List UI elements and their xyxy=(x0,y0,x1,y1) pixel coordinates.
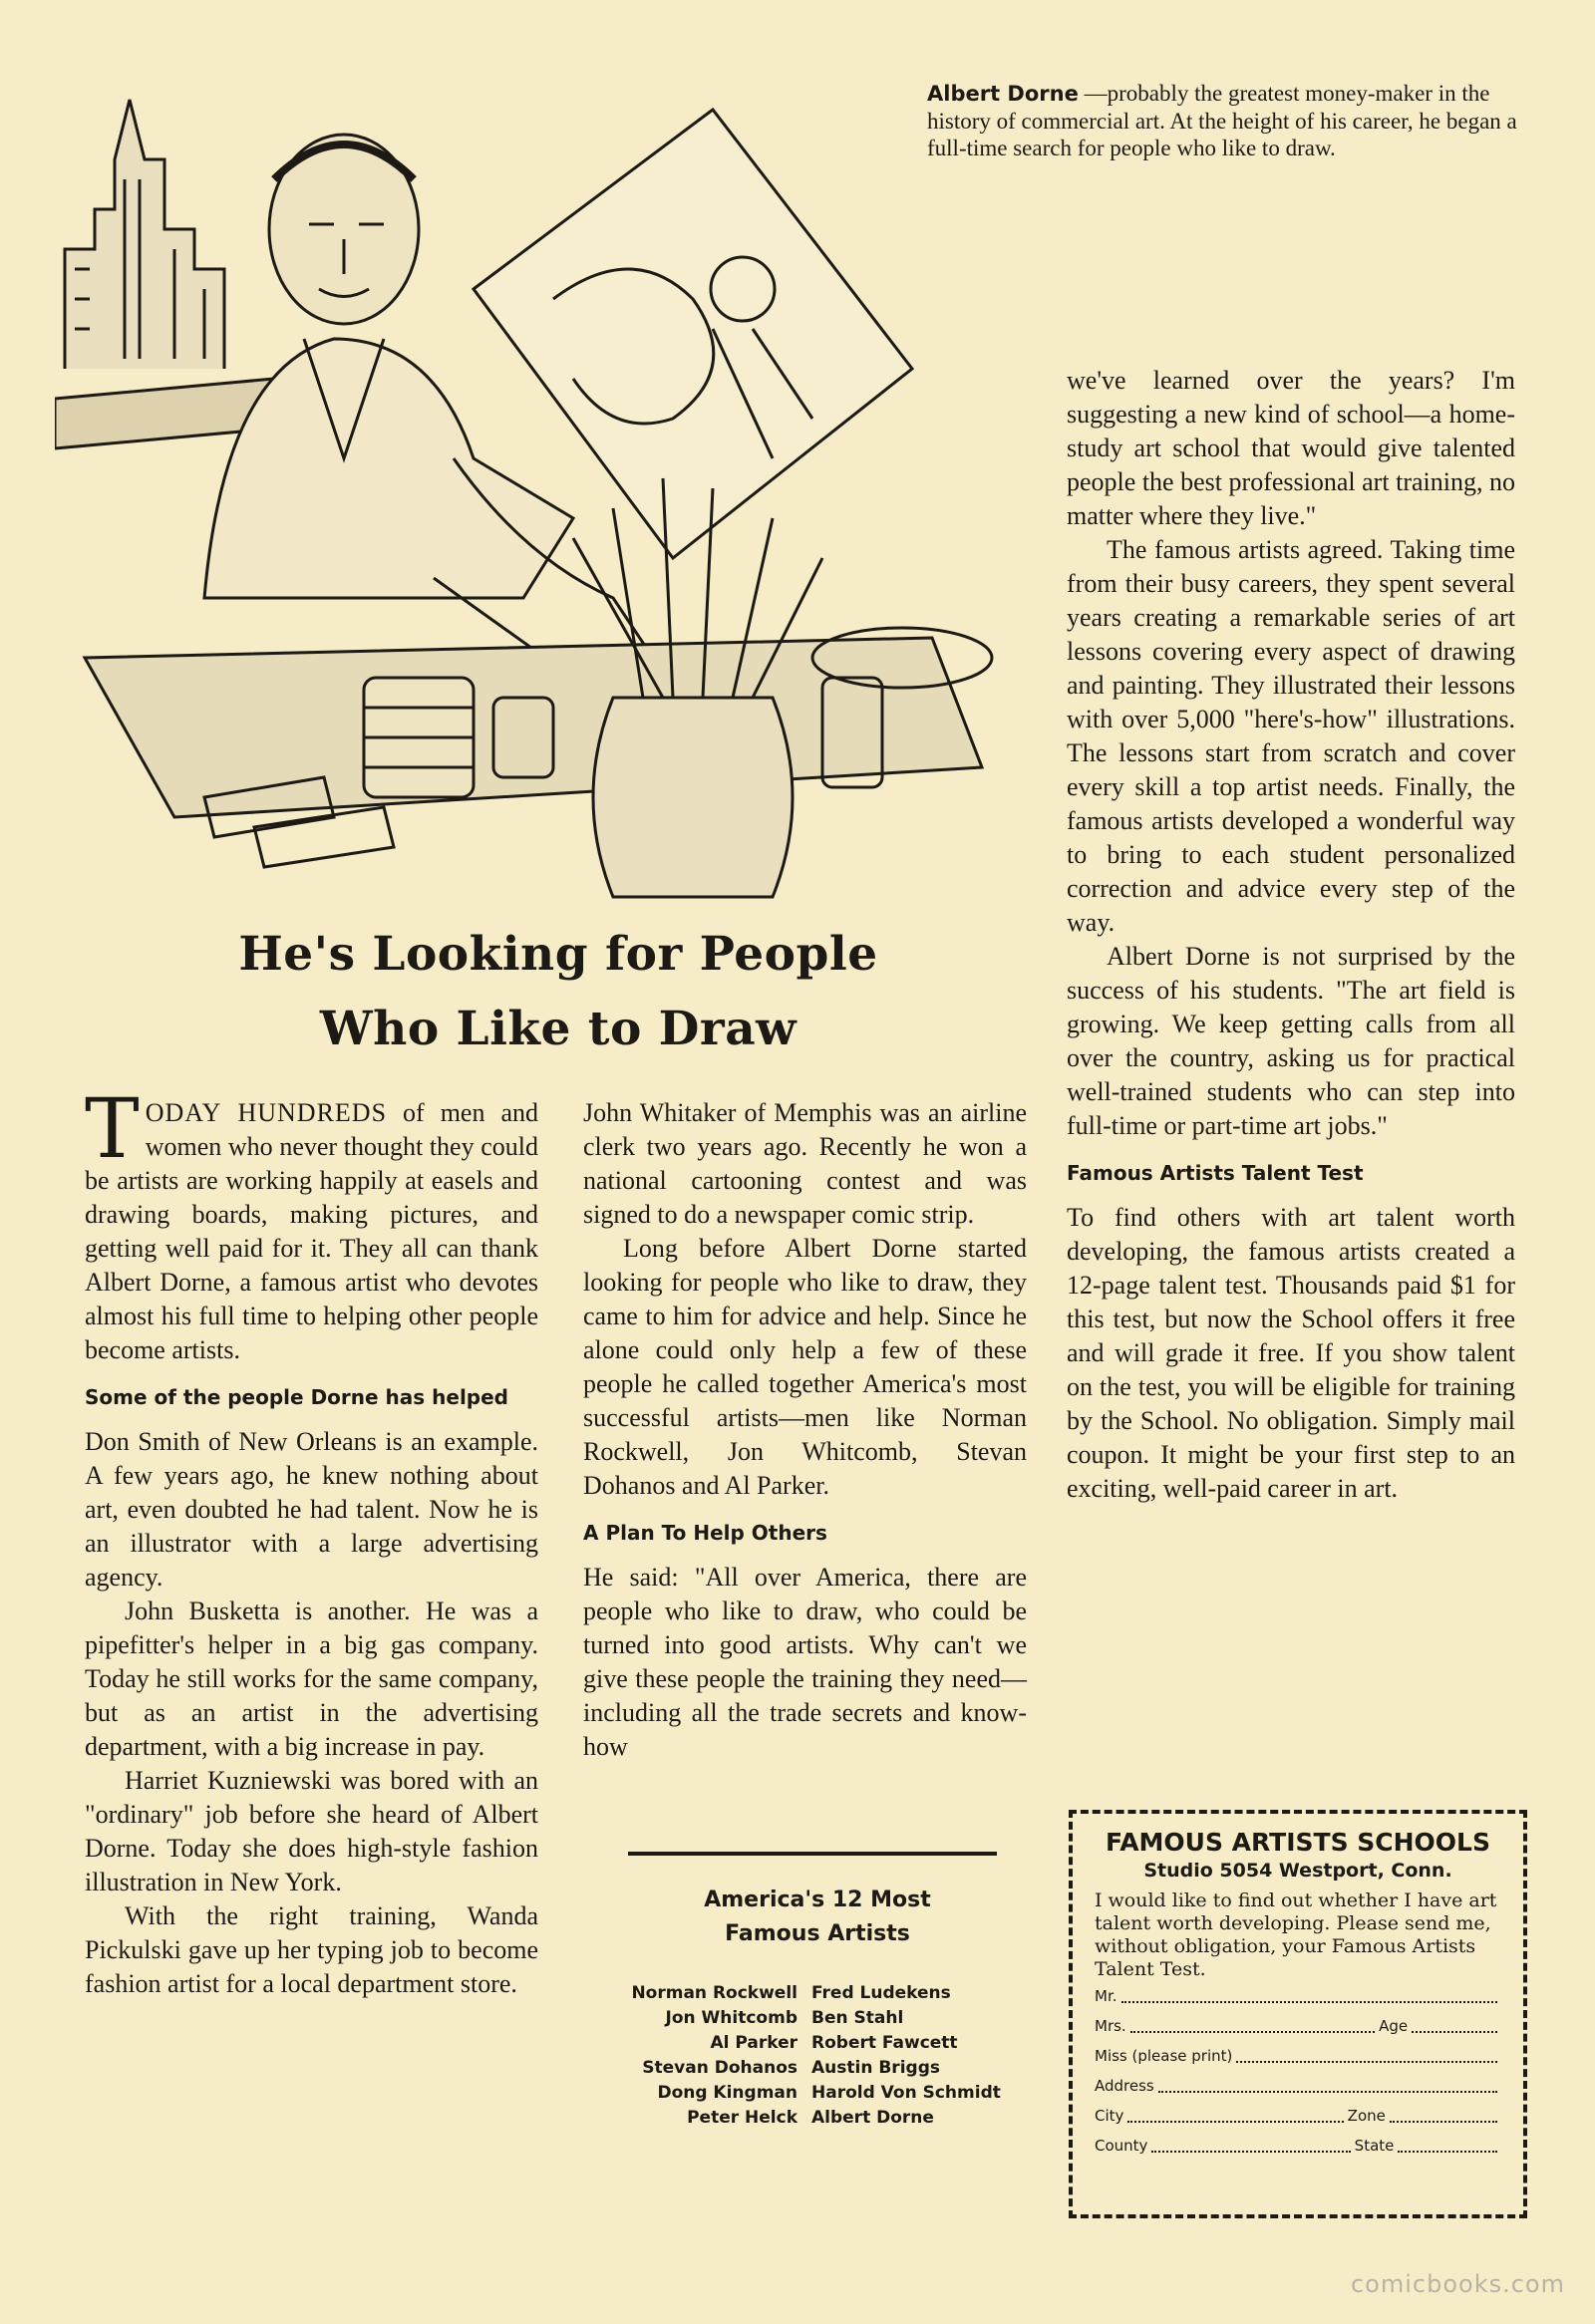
paragraph-harriet: Harriet Kuzniewski was bored with an "ordinary" job before she heard of Albert Dorne. Today she does high-style fashion illustration in New York. xyxy=(85,1766,538,1896)
field-label: City xyxy=(1095,2107,1124,2125)
paragraph-wanda: With the right training, Wanda Pickulski gave up her typing job to become fashion artist for a local department store. xyxy=(85,1901,538,1998)
lead-caps: ODAY HUNDREDS xyxy=(145,1098,388,1127)
field-label: Mr. xyxy=(1095,1987,1117,2005)
paragraph-learned: we've learned over the years? I'm suggesting a new kind of school—a home-study art school that would give talented people the best professional art training, no matter where they live." xyxy=(1067,366,1515,530)
intro-text: of men and women who never thought they could be artists are working happily at easels and drawing boards, making pictures, and getting well paid for it. They all can thank Albert Dorne, a famous artist who devotes almost his full time to helping other people become artists. xyxy=(85,1098,538,1364)
coupon-field-miss[interactable] xyxy=(1095,2041,1501,2071)
paragraph-artists-agreed: The famous artists agreed. Taking time from their busy careers, they spent several years creating a remarkable series of art lessons covering every aspect of drawing and painting. They illustrated their lessons with over 5,000 "here's-how" illustrations. The lessons start from scratch and cover every skill a top artist needs. Finally, the famous artists developed a wonderful way to bring to each student personalized correction and advice every step of the way. xyxy=(1067,535,1515,937)
paragraph-find-others: To find others with art talent worth developing, the famous artists created a 12-page talent test. Thousands paid $1 for this test, but now the School offers it free and will grade it free. If you show talent on the test, you will be eligible for training by the School. No obligation. Simply mail coupon. It might be your first step to an exciting, well-paid career in art. xyxy=(1067,1203,1515,1503)
artist-name: Norman Rockwell xyxy=(631,1983,798,2003)
paragraph-not-surprised: Albert Dorne is not surprised by the success of his students. "The art field is growing. We keep getting calls from all over the country, asking us for practical well-trained students who can step into full-time or part-time art jobs." xyxy=(1067,942,1515,1140)
column-2 xyxy=(583,1096,1027,1764)
headline xyxy=(130,917,987,1066)
paragraph-john-whitaker: John Whitaker of Memphis was an airline clerk two years ago. Recently he won a national cartooning contest and was signed to do a newspaper comic strip. xyxy=(583,1098,1027,1229)
famous-artists-list xyxy=(578,1884,1057,2131)
field-label: State xyxy=(1354,2137,1395,2155)
artist-name: Jon Whitcomb xyxy=(665,2008,798,2028)
caption-name: Albert Dorne xyxy=(927,82,1079,106)
paragraph-long-before: Long before Albert Dorne started looking for people who like to draw, they came to him for advice and help. Since he alone could only help a few of these people he called together America's most successful artists—men like Norman Rockwell, Jon Whitcomb, Stevan Dohanos and Al Parker. xyxy=(583,1234,1027,1500)
drop-cap: T xyxy=(85,1082,140,1177)
artist-name: Dong Kingman xyxy=(657,2083,798,2103)
coupon-field-city-zone[interactable] xyxy=(1095,2101,1501,2131)
field-label: Address xyxy=(1095,2077,1154,2095)
field-line[interactable] xyxy=(1130,2011,1375,2033)
coupon-address: Studio 5054 Westport, Conn. xyxy=(1143,1860,1452,1882)
artists-grid xyxy=(578,1981,1057,2131)
field-label: Zone xyxy=(1347,2107,1386,2125)
field-label: Mrs. xyxy=(1095,2017,1126,2035)
artist-name: Albert Dorne xyxy=(811,2108,934,2128)
famous-artists-title xyxy=(578,1884,1057,1951)
subhead-plan: A Plan To Help Others xyxy=(583,1521,827,1545)
paragraph-he-said: He said: "All over America, there are people who like to draw, who could be turned into good artists. Why can't we give these people the training they need—including all the trade secrets and know-how xyxy=(583,1563,1027,1761)
coupon-body: I would like to find out whether I have art talent worth developing. Please send me, without obligation, your Famous Artists Talent Test. xyxy=(1095,1889,1497,1980)
paragraph-don-smith: Don Smith of New Orleans is an example. A few years ago, he knew nothing about art, even doubted he had talent. Now he is an illustrator with a large advertising agency. xyxy=(85,1427,538,1592)
coupon-field-county-state[interactable] xyxy=(1095,2131,1501,2161)
coupon-title: FAMOUS ARTISTS SCHOOLS xyxy=(1105,1828,1490,1857)
artist-name: Harold Von Schmidt xyxy=(811,2083,1001,2103)
divider-rule xyxy=(628,1852,997,1856)
coupon-field-mrs-age[interactable] xyxy=(1095,2011,1501,2041)
field-line[interactable] xyxy=(1390,2101,1497,2123)
coupon-field-address[interactable] xyxy=(1095,2071,1501,2101)
column-1 xyxy=(85,1082,538,2001)
coupon-field-mr[interactable] xyxy=(1095,1981,1501,2011)
field-label: Miss (please print) xyxy=(1095,2047,1233,2065)
famous-title-line-1: America's 12 Most xyxy=(704,1888,931,1912)
column-3 xyxy=(1067,364,1515,1506)
famous-title-line-2: Famous Artists xyxy=(725,1921,910,1946)
artist-name: Austin Briggs xyxy=(811,2058,940,2078)
caption-text: —probably the greatest money-maker in the history of commercial art. At the height of his career, he began a full-time search for people who like to draw. xyxy=(927,81,1517,160)
field-line[interactable] xyxy=(1398,2131,1497,2153)
field-line[interactable] xyxy=(1236,2041,1497,2063)
field-line[interactable] xyxy=(1121,1981,1498,2003)
artist-name: Al Parker xyxy=(710,2033,798,2053)
headline-line-2: Who Like to Draw xyxy=(319,1002,798,1056)
artist-name: Stevan Dohanos xyxy=(642,2058,798,2078)
intro-paragraph xyxy=(85,1082,538,1367)
field-line[interactable] xyxy=(1412,2011,1497,2033)
mail-coupon[interactable] xyxy=(1069,1810,1527,2218)
field-label: County xyxy=(1095,2137,1148,2155)
artist-name: Fred Ludekens xyxy=(811,1983,951,2003)
watermark: comicbooks.com xyxy=(1350,2270,1565,2298)
field-line[interactable] xyxy=(1158,2071,1497,2093)
field-line[interactable] xyxy=(1127,2101,1343,2123)
paragraph-john-busketta: John Busketta is another. He was a pipefitter's helper in a big gas company. Today he still works for the same company, but as an artist in the advertising department, with a big increase in pay. xyxy=(85,1597,538,1761)
field-label: Age xyxy=(1379,2017,1409,2035)
illustration-caption xyxy=(927,80,1525,161)
subhead-people-helped: Some of the people Dorne has helped xyxy=(85,1385,508,1409)
artist-name: Peter Helck xyxy=(687,2108,798,2128)
artist-name: Ben Stahl xyxy=(811,2008,904,2028)
field-line[interactable] xyxy=(1151,2131,1350,2153)
artist-name: Robert Fawcett xyxy=(811,2033,958,2053)
albert-dorne-illustration xyxy=(55,40,1012,917)
headline-line-1: He's Looking for People xyxy=(238,927,878,982)
subhead-talent-test: Famous Artists Talent Test xyxy=(1067,1161,1364,1185)
